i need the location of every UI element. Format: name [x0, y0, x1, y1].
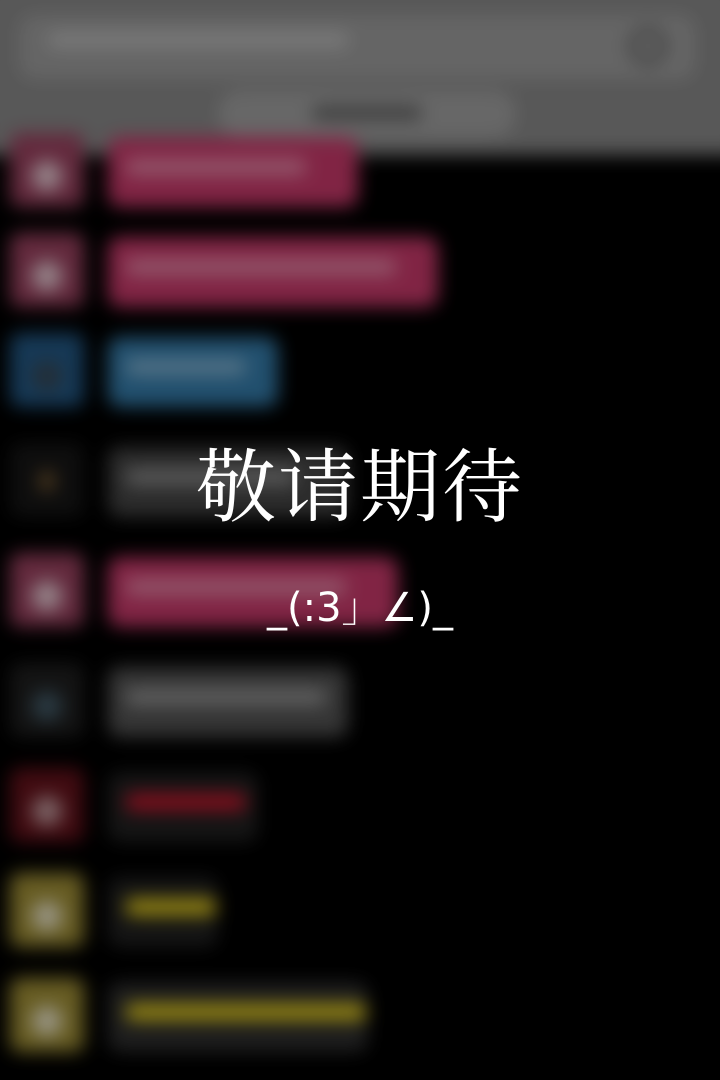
coming-soon-title: 敬请期待	[196, 441, 524, 534]
kaomoji-subtitle: _(:3」∠)_	[267, 585, 453, 631]
